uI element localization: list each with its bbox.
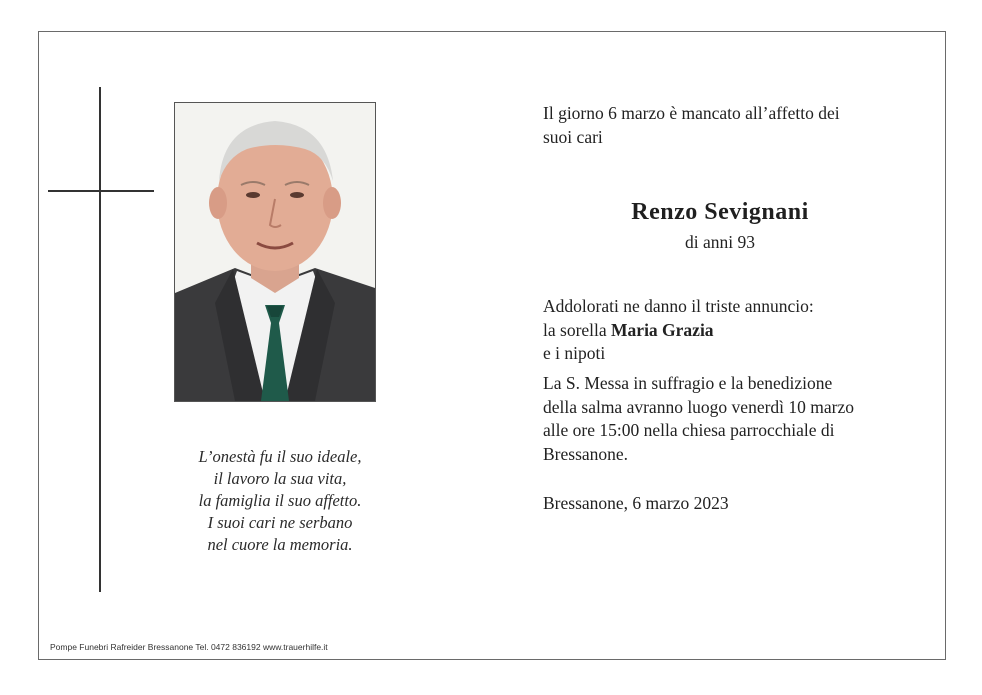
- intro-line: Il giorno 6 marzo è mancato all’affetto dei: [543, 103, 840, 123]
- quote-line: la famiglia il suo affetto.: [198, 491, 362, 510]
- mass-notice: [543, 372, 913, 466]
- cross-vertical-bar: [99, 87, 101, 592]
- cross-horizontal-bar: [48, 190, 154, 192]
- quote-line: L’onestà fu il suo ideale,: [198, 447, 362, 466]
- portrait-photo: [174, 102, 376, 402]
- notice-line: Addolorati ne danno il triste annuncio:: [543, 296, 814, 316]
- mass-line: La S. Messa in suffragio e la benedizione: [543, 373, 833, 393]
- notice-line: e i nipoti: [543, 343, 606, 363]
- family-notice: [543, 295, 913, 366]
- mass-line: della salma avranno luogo venerdì 10 marzo: [543, 396, 855, 417]
- notice-line: [543, 319, 913, 343]
- intro-text: [543, 102, 903, 149]
- quote-line: il lavoro la sua vita,: [213, 469, 347, 488]
- memorial-quote: [150, 446, 410, 556]
- quote-line: nel cuore la memoria.: [207, 535, 353, 554]
- deceased-age: di anni 93: [685, 232, 755, 252]
- notice-prefix: la sorella: [543, 319, 612, 340]
- sister-name: Maria Grazia: [611, 319, 714, 340]
- deceased-name: Renzo Sevignani: [631, 199, 809, 225]
- intro-line: suoi cari: [543, 126, 603, 147]
- place-date: Bressanone, 6 marzo 2023: [543, 493, 729, 513]
- funeral-home-footer: Pompe Funebri Rafreider Bressanone Tel. 0472 836192 www.trauerhilfe.it: [50, 642, 328, 652]
- quote-line: I suoi cari ne serbano: [207, 513, 353, 532]
- mass-line: Bressanone.: [543, 443, 629, 464]
- mass-line: alle ore 15:00 nella chiesa parrocchiale di: [543, 420, 835, 440]
